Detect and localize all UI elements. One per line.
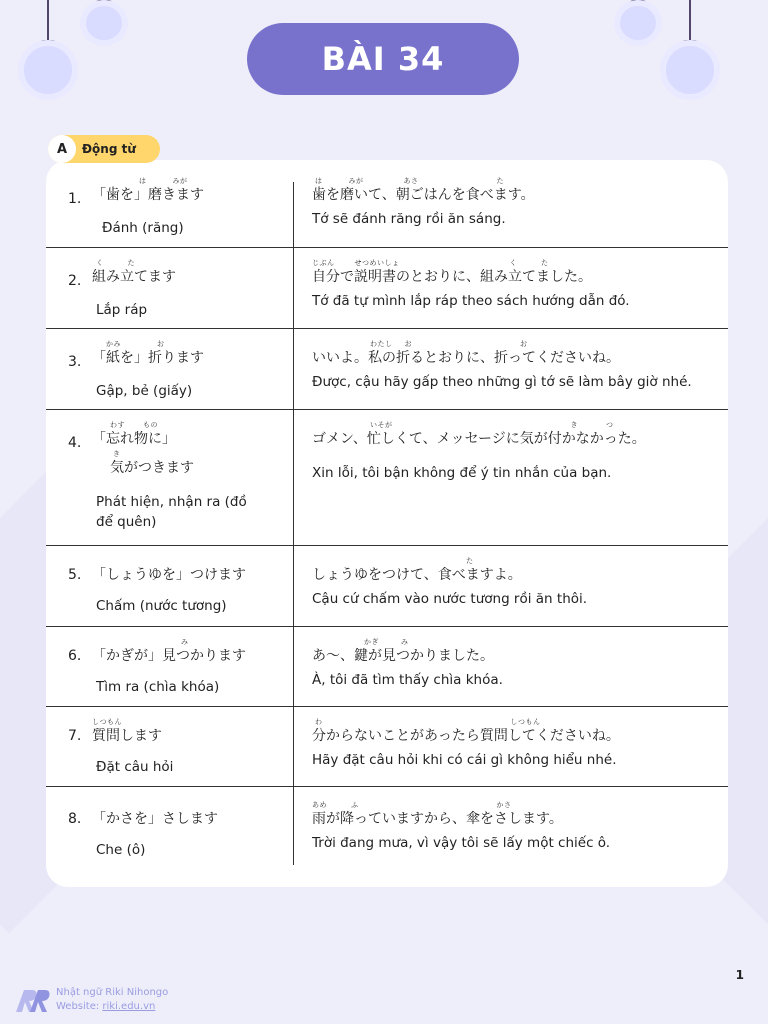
verb-jp: 「忘れ物に」 <box>92 431 176 447</box>
verb-meaning: Đánh (răng) <box>102 220 184 236</box>
verb-jp: 「しょうゆを」つけます <box>92 567 246 583</box>
row-number: 3. <box>68 354 82 370</box>
section-tag <box>48 135 160 163</box>
furigana: は みが あさ た <box>315 177 504 185</box>
example-jp: 分からないことがあったら質問してくださいね。 <box>312 728 620 744</box>
furigana: た <box>466 557 474 565</box>
example-vi: Hãy đặt câu hỏi khi có cái gì không hiểu nhé. <box>312 751 617 768</box>
row-divider <box>46 545 728 546</box>
example-vi: Trời đang mưa, vì vậy tôi sẽ lấy một chiếc ô. <box>312 834 611 851</box>
row-divider <box>46 328 728 329</box>
furigana: かみ お <box>106 340 165 348</box>
verb-jp: 「かぎが」見つかります <box>92 648 246 664</box>
row-divider <box>46 626 728 627</box>
furigana: き <box>113 449 121 458</box>
example-cell <box>312 800 724 853</box>
example-cell <box>312 556 724 609</box>
example-cell <box>312 176 722 229</box>
furigana: かぎ み <box>364 638 409 646</box>
verb-meaning: Chấm (nước tương) <box>96 598 227 614</box>
riki-logo-icon <box>14 986 50 1014</box>
verb-jp: 質問します <box>92 728 162 744</box>
section-label: Động từ <box>82 142 136 156</box>
website-link[interactable]: riki.edu.vn <box>102 1001 156 1012</box>
section-letter: A <box>48 135 76 163</box>
verb-meaning: Tìm ra (chìa khóa) <box>96 679 220 695</box>
example-vi: Xin lỗi, tôi bận không để ý tin nhắn của bạn. <box>312 464 612 481</box>
verb-jp: 気がつきます <box>110 459 194 476</box>
example-cell <box>312 258 722 311</box>
furigana: は みが <box>139 177 188 185</box>
example-jp: ゴメン、忙しくて、メッセージに気が付かなかった。 <box>312 431 646 447</box>
example-vi: Được, cậu hãy gấp theo những gì tớ sẽ làm bây giờ nhé. <box>312 373 692 390</box>
row-number: 4. <box>68 435 82 451</box>
verb-meaning: Phát hiện, nhận ra (đồ để quên) <box>96 494 247 530</box>
example-jp: あ～、鍵が見つかりました。 <box>312 648 494 664</box>
example-jp: 自分で説明書のとおりに、組み立てました。 <box>312 269 592 285</box>
row-number: 8. <box>68 811 82 827</box>
website-label: Website: <box>56 1001 100 1012</box>
furigana: いそが き つ <box>370 421 614 429</box>
furigana: わす もの <box>110 421 158 429</box>
row-number: 7. <box>68 728 82 744</box>
verb-jp: 「紙を」折ります <box>92 350 204 366</box>
example-vi: Tớ sẽ đánh răng rồi ăn sáng. <box>312 210 506 227</box>
example-vi: À, tôi đã tìm thấy chìa khóa. <box>312 671 503 688</box>
row-divider <box>46 786 728 787</box>
row-number: 6. <box>68 648 82 664</box>
row-number: 2. <box>68 273 82 289</box>
verb-jp: 「かさを」さします <box>92 811 218 827</box>
furigana: く た <box>96 259 135 267</box>
example-jp: しょうゆをつけて、食べますよ。 <box>312 567 522 583</box>
furigana: しつもん <box>92 718 122 726</box>
verb-meaning: Đặt câu hỏi <box>96 759 174 775</box>
example-jp: いいよ。私の折るとおりに、折ってくださいね。 <box>312 350 620 366</box>
lesson-title: BÀI 34 <box>247 23 519 95</box>
furigana: わ しつもん <box>315 718 541 726</box>
furigana: じぶん せつめいしょ く た <box>312 259 549 267</box>
footer-brand <box>14 986 168 1014</box>
verb-jp: 組み立てます <box>92 269 176 285</box>
row-divider <box>46 706 728 707</box>
verb-meaning: Lắp ráp <box>96 302 148 318</box>
example-jp: 雨が降っていますから、傘をさします。 <box>312 811 563 827</box>
example-vi: Cậu cứ chấm vào nước tương rồi ăn thôi. <box>312 590 588 607</box>
verb-jp: 「歯を」磨きます <box>92 187 204 203</box>
row-divider <box>46 409 728 410</box>
verb-meaning: Gập, bẻ (giấy) <box>96 383 193 399</box>
furigana: わたし お お <box>370 340 528 348</box>
brand-name: Nhật ngữ Riki Nihongo <box>56 987 169 998</box>
column-divider <box>293 182 294 865</box>
example-vi: Tớ đã tự mình lắp ráp theo sách hướng dẫn đó. <box>312 292 630 309</box>
furigana: み <box>181 638 189 646</box>
furigana: あめ ふ かさ <box>312 801 512 809</box>
lamp-decoration <box>18 0 78 100</box>
example-cell <box>312 717 724 770</box>
example-cell <box>312 339 724 392</box>
page-number: 1 <box>735 968 744 982</box>
example-cell <box>312 420 724 483</box>
row-number: 5. <box>68 567 82 583</box>
verb-meaning: Che (ô) <box>96 842 146 858</box>
row-number: 1. <box>68 191 82 207</box>
example-cell <box>312 637 724 690</box>
example-jp: 歯を磨いて、朝ごはんを食べます。 <box>312 187 535 203</box>
lamp-decoration <box>80 0 128 46</box>
lamp-decoration <box>660 0 720 100</box>
row-divider <box>46 247 728 248</box>
lamp-decoration <box>614 0 662 46</box>
